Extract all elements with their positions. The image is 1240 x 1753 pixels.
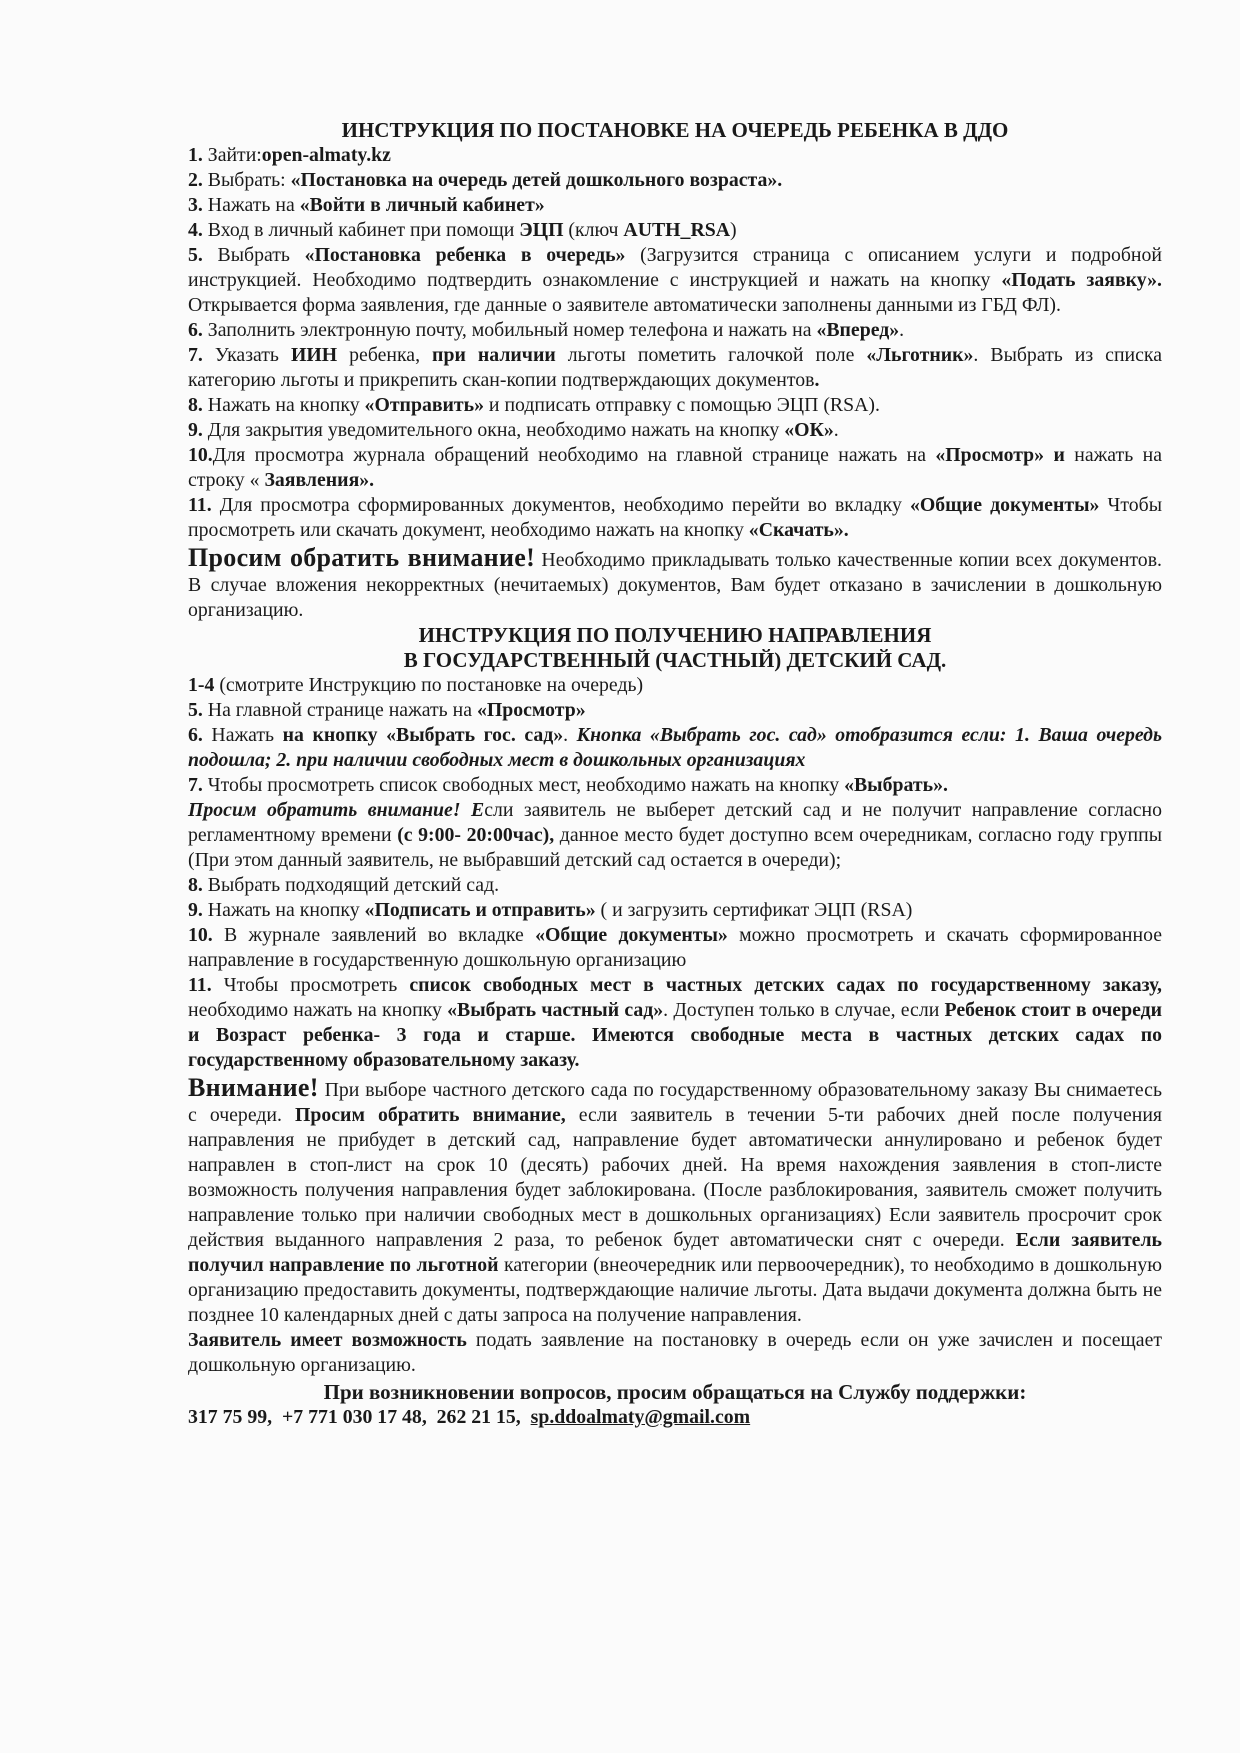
referral-step-11: 11. Чтобы просмотреть список свободных мест в частных детских садах по государственному заказу, необходимо нажать на кнопку «Выбрать частный сад». Доступен только в случае, если Ребенок стоит в очереди и Возраст ребенка- 3 года и старше. Имеются свободные места в частных детских садах по государственному образовательному заказу. [188,974,1162,1071]
step-3: 3. Нажать на «Войти в личный кабинет» [188,194,545,216]
step-1: 1. Зайти:open-almaty.kz [188,144,391,166]
step-4: 4. Вход в личный кабинет при помощи ЭЦП (ключ AUTH_RSA) [188,219,737,241]
referral-step-9: 9. Нажать на кнопку «Подписать и отправить» ( и загрузить сертификат ЭЦП (RSA) [188,899,913,921]
title-referral-instruction-line2: В ГОСУДАРСТВЕННЫЙ (ЧАСТНЫЙ) ДЕТСКИЙ САД. [403,648,947,672]
step-10: 10.Для просмотра журнала обращений необходимо на главной странице нажать на «Просмотр» и нажать на строку « Заявления». [188,444,1162,491]
step-9: 9. Для закрытия уведомительного окна, необходимо нажать на кнопку «ОК». [188,419,839,441]
referral-step-7: 7. Чтобы просмотреть список свободных мест, необходимо нажать на кнопку «Выбрать». [188,774,948,796]
phone-1: 317 75 99, [188,1406,273,1428]
step-7: 7. Указать ИИН ребенка, при наличии льготы пометить галочкой поле «Льготник». Выбрать из списка категорию льготы и прикрепить скан-копии подтверждающих документов. [188,344,1162,391]
support-contacts [188,1405,1162,1430]
referral-step-7-note: Просим обратить внимание! Если заявитель не выберет детский сад и не получит направление согласно регламентному времени (с 9:00- 20:00час), данное место будет доступно всем очередникам, согласно году группы (При этом данный заявитель, не выбравший детский сад остается в очереди); [188,799,1162,871]
instruction-document [188,118,1162,1430]
support-email-link[interactable]: sp.ddoalmaty@gmail.com [530,1406,751,1428]
step-2: 2. Выбрать: «Постановка на очередь детей дошкольного возраста». [188,169,783,191]
attention-note-1: Просим обратить внимание! Необходимо прикладывать только качественные копии всех документов. В случае вложения некорректных (нечитаемых) документов, Вам будет отказано в зачислении в дошкольную организацию. [188,543,1162,621]
step-5: 5. Выбрать «Постановка ребенка в очередь» (Загрузится страница с описанием услуги и подробной инструкцией. Необходимо подтвердить ознакомление с инструкцией и нажать на кнопку «Подать заявку». Открывается форма заявления, где данные о заявителе автоматически заполнены данными из ГБД ФЛ). [188,244,1162,316]
title-queue-instruction: ИНСТРУКЦИЯ ПО ПОСТАНОВКЕ НА ОЧЕРЕДЬ РЕБЕНКА В ДДО [341,118,1009,142]
title-referral-instruction-line1: ИНСТРУКЦИЯ ПО ПОЛУЧЕНИЮ НАПРАВЛЕНИЯ [418,623,932,647]
referral-step-8: 8. Выбрать подходящий детский сад. [188,874,500,896]
referral-step-10: 10. В журнале заявлений во вкладке «Общие документы» можно просмотреть и скачать сформированное направление в государственную дошкольную организацию [188,924,1163,971]
phone-2: +7 771 030 17 48, [281,1406,427,1428]
phone-3: 262 21 15, [436,1406,521,1428]
referral-step-5: 5. На главной странице нажать на «Просмотр» [188,699,586,721]
support-title: При возникновении вопросов, просим обращаться на Службу поддержки: [323,1380,1027,1404]
referral-step-1-4: 1-4 (смотрите Инструкцию по постановке на очередь) [188,674,644,696]
step-11: 11. Для просмотра сформированных документов, необходимо перейти во вкладку «Общие документы» Чтобы просмотреть или скачать документ, необходимо нажать на кнопку «Скачать». [188,494,1162,541]
attention-note-2: Внимание! При выборе частного детского сада по государственному образовательному заказу Вы снимаетесь с очереди. Просим обратить внимание, если заявитель в течении 5-ти рабочих дней после получения направления не прибудет в детский сад, направление будет автоматически аннулировано и ребенок будет направлен в стоп-лист на срок 10 (десять) рабочих дней. На время нахождения заявления в стоп-листе возможность получения направления будет заблокирована. (После разблокирования, заявитель сможет получить направление только при наличии свободных мест в дошкольных организациях) Если заявитель просрочит срок действия выданного направления 2 раза, то ребенок будет автоматически снят с очереди. Если заявитель получил направление по льготной категории (внеочередник или первоочередник), то необходимо в дошкольную организацию предоставить документы, подтверждающие наличие льготы. Дата выдачи документа должна быть не позднее 10 календарных дней с даты запроса на получение направления. [188,1073,1163,1326]
step-6: 6. Заполнить электронную почту, мобильный номер телефона и нажать на «Вперед». [188,319,905,341]
attention-note-3: Заявитель имеет возможность подать заявление на постановку в очередь если он уже зачислен и посещает дошкольную организацию. [188,1329,1162,1376]
referral-step-6: 6. Нажать на кнопку «Выбрать гос. сад». Кнопка «Выбрать гос. сад» отобразится если: 1. Ваша очередь подошла; 2. при наличии свободных мест в дошкольных организациях [188,724,1163,771]
site-link[interactable]: open-almaty.kz [261,144,391,166]
step-8: 8. Нажать на кнопку «Отправить» и подписать отправку с помощью ЭЦП (RSA). [188,394,880,416]
